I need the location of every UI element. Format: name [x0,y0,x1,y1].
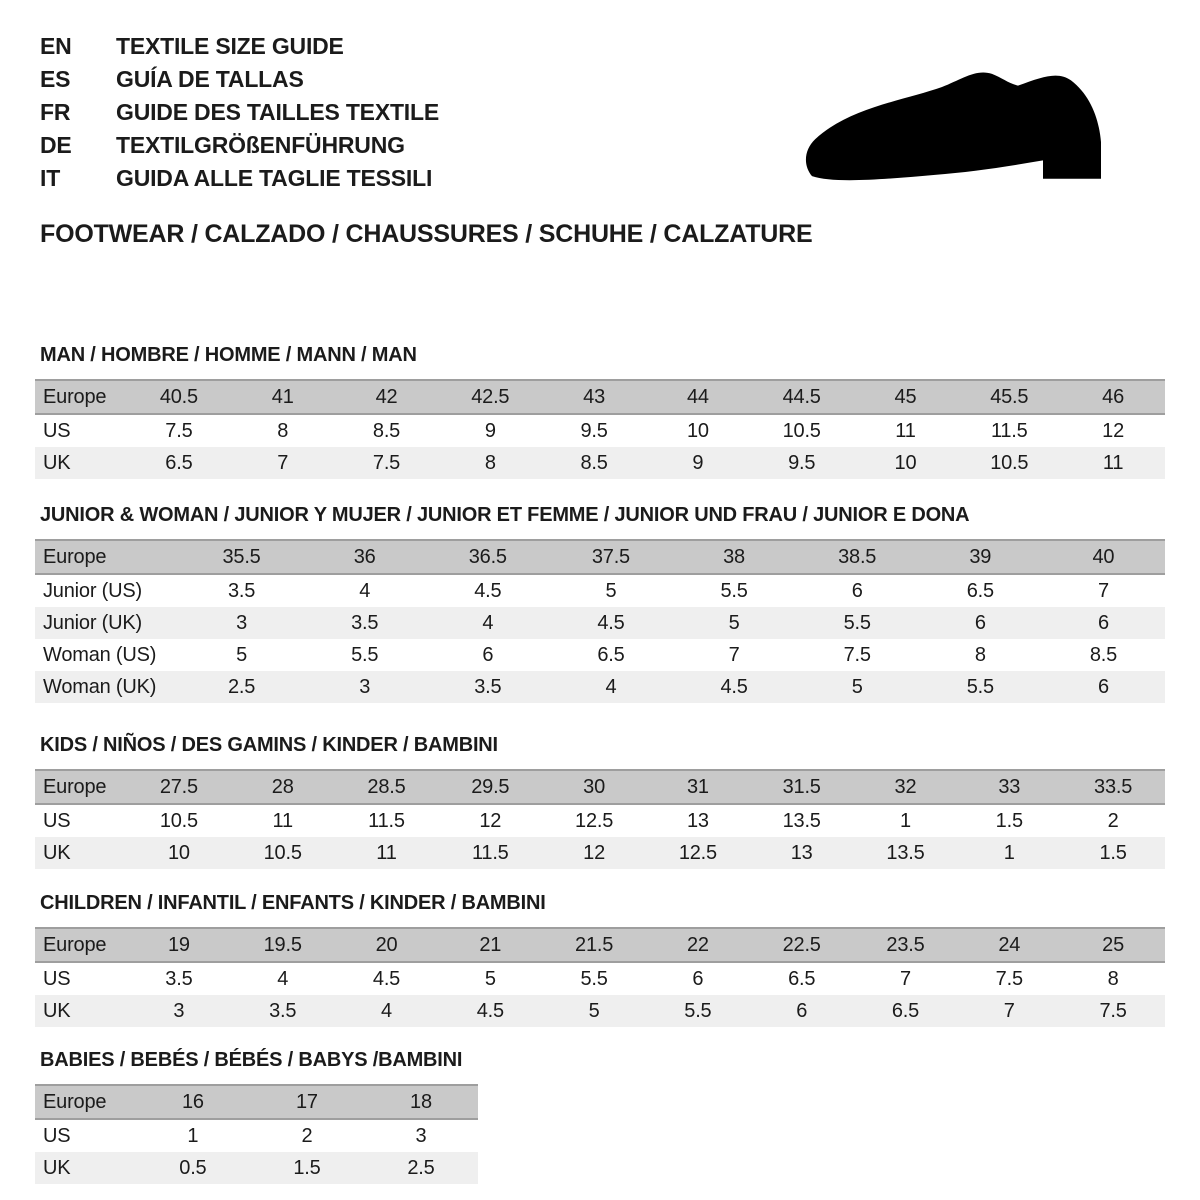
size-cell: 9.5 [750,447,854,479]
size-cell: 12.5 [575,809,614,832]
size-cell: 5.5 [580,967,608,990]
size-cell: 41 [231,380,335,414]
table-row [35,380,1165,414]
size-cell: 3.5 [303,607,426,639]
size-cell: 6 [851,579,863,602]
table-row [35,414,1165,447]
size-cell: 8.5 [372,419,401,442]
size-cell: 7 [957,995,1061,1027]
size-cell: 44 [646,380,750,414]
size-cell: 13.5 [782,809,821,832]
size-cell: 4 [277,967,289,990]
size-cell: 27.5 [127,770,231,804]
size-cell: 11.5 [438,837,542,869]
size-cell: 5.5 [646,995,750,1027]
language-label: GUIDE DES TAILLES TEXTILE [116,99,439,125]
size-cell: 22 [646,928,750,962]
size-cell: 5.5 [351,643,379,666]
row-label: Woman (US) [43,643,157,666]
size-cell: 5.5 [919,671,1042,703]
size-cell: 36 [303,540,426,574]
size-cell: 7.5 [843,643,871,666]
size-cell: 10.5 [231,837,335,869]
size-cell: 28 [231,770,335,804]
size-cell: 6 [919,607,1042,639]
size-cell: 5 [236,643,248,666]
size-cell: 44.5 [750,380,854,414]
section-title: JUNIOR & WOMAN / JUNIOR Y MUJER / JUNIOR ET FEMME / JUNIOR UND FRAU / JUNIOR E DONA [40,504,970,526]
row-label: Junior (US) [43,579,142,602]
size-table [35,769,1165,869]
size-cell: 45 [854,380,958,414]
size-cell: 28.5 [335,770,439,804]
size-cell: 39 [919,540,1042,574]
dress-shoe-silhouette-icon [800,66,1145,184]
size-cell: 12 [479,809,502,832]
size-cell: 4.5 [474,579,502,602]
table-row [35,837,1165,869]
size-cell: 9.5 [580,419,608,442]
size-cell: 5.5 [796,607,919,639]
size-cell: 1.5 [1061,837,1165,869]
row-label: Europe [35,928,127,962]
size-cell: 9 [646,447,750,479]
size-cell: 1 [900,809,911,832]
size-cell: 6 [692,967,704,990]
size-cell: 37.5 [549,540,672,574]
size-cell: 3.5 [227,579,256,602]
language-row [40,129,439,162]
size-cell: 7 [900,967,911,990]
size-cell: 21.5 [542,928,646,962]
size-cell: 2 [1107,809,1119,832]
section-title: CHILDREN / INFANTIL / ENFANTS / KINDER / BAMBINI [40,892,546,914]
size-cell: 30 [542,770,646,804]
table-row [35,1152,478,1184]
size-cell: 29.5 [438,770,542,804]
size-cell: 20 [335,928,439,962]
size-cell: 10 [854,447,958,479]
size-cell: 8.5 [542,447,646,479]
size-cell: 22.5 [750,928,854,962]
table-row [35,607,1165,639]
size-cell: 42 [335,380,439,414]
language-code: IT [40,165,61,191]
size-cell: 5.5 [720,579,748,602]
size-cell: 6 [482,643,494,666]
size-cell: 6.5 [127,447,231,479]
size-cell: 3 [303,671,426,703]
size-cell: 13 [750,837,854,869]
row-label: US [43,1124,71,1147]
size-cell: 13.5 [854,837,958,869]
size-cell: 19.5 [231,928,335,962]
row-label: UK [35,995,127,1027]
table-row [35,639,1165,671]
language-row [40,30,439,63]
size-cell: 3 [415,1124,427,1147]
size-cell: 1.5 [250,1152,364,1184]
size-cell: 32 [854,770,958,804]
language-label: TEXTILE SIZE GUIDE [116,33,344,59]
size-cell: 1.5 [995,809,1023,832]
size-cell: 38.5 [796,540,919,574]
table-row [35,770,1165,804]
size-cell: 40.5 [127,380,231,414]
size-cell: 10.5 [159,809,198,832]
size-cell: 19 [127,928,231,962]
size-cell: 25 [1061,928,1165,962]
size-cell: 2 [301,1124,313,1147]
size-cell: 12 [542,837,646,869]
size-cell: 31 [646,770,750,804]
size-cell: 42.5 [438,380,542,414]
size-cell: 8.5 [1089,643,1118,666]
size-cell: 6.5 [966,579,994,602]
size-cell: 38 [673,540,796,574]
size-cell: 5 [484,967,496,990]
size-cell: 3.5 [165,967,193,990]
size-table [35,927,1165,1027]
table-row [35,447,1165,479]
size-cell: 11.5 [368,809,405,832]
language-code: EN [40,33,72,59]
size-cell: 21 [438,928,542,962]
size-cell: 43 [542,380,646,414]
size-cell: 13 [686,809,709,832]
size-cell: 9 [484,419,496,442]
language-code: FR [40,99,71,125]
size-cell: 0.5 [136,1152,250,1184]
row-label: Europe [35,1085,136,1119]
size-cell: 11 [335,837,439,869]
size-cell: 3 [180,607,303,639]
table-row [35,804,1165,837]
size-table [35,1084,478,1184]
size-cell: 2.5 [364,1152,478,1184]
section-title: MAN / HOMBRE / HOMME / MANN / MAN [40,344,417,366]
size-cell: 4 [549,671,672,703]
row-label: Junior (UK) [35,607,180,639]
size-section-kids [35,733,1165,869]
size-cell: 36.5 [426,540,549,574]
language-label: GUIDA ALLE TAGLIE TESSILI [116,165,433,191]
row-label: US [43,419,71,442]
size-section-junior_woman [35,503,1165,703]
size-cell: 2.5 [180,671,303,703]
row-label: UK [35,447,127,479]
size-cell: 5 [673,607,796,639]
size-cell: 4.5 [438,995,542,1027]
size-cell: 10 [127,837,231,869]
size-cell: 31.5 [750,770,854,804]
size-cell: 16 [136,1085,250,1119]
size-cell: 40 [1042,540,1165,574]
size-section-children [35,891,1165,1027]
table-row [35,574,1165,607]
size-cell: 1 [187,1124,199,1147]
row-label: Woman (UK) [35,671,180,703]
row-label: Europe [35,540,180,574]
language-label: TEXTILGRÖßENFÜHRUNG [116,132,405,158]
size-cell: 24 [957,928,1061,962]
size-table [35,539,1165,703]
size-cell: 7 [1097,579,1109,602]
row-label: UK [35,1152,136,1184]
size-cell: 8 [974,643,986,666]
size-cell: 3 [127,995,231,1027]
category-heading: FOOTWEAR / CALZADO / CHAUSSURES / SCHUHE / CALZATURE [40,220,813,248]
size-cell: 11 [895,419,916,442]
size-cell: 4.5 [549,607,672,639]
table-row [35,1085,478,1119]
size-cell: 4 [426,607,549,639]
row-label: Europe [35,770,127,804]
table-row [35,1119,478,1152]
size-cell: 6 [1042,671,1165,703]
size-cell: 8 [438,447,542,479]
size-cell: 6.5 [788,967,816,990]
size-cell: 3.5 [231,995,335,1027]
size-cell: 4.5 [673,671,796,703]
size-cell: 7.5 [165,419,193,442]
size-cell: 6.5 [854,995,958,1027]
language-code: DE [40,132,72,158]
table-row [35,962,1165,995]
language-row [40,96,439,129]
table-row [35,540,1165,574]
size-cell: 4 [359,579,371,602]
size-cell: 7.5 [995,967,1023,990]
size-cell: 11 [1061,447,1165,479]
size-cell: 5 [605,579,617,602]
size-cell: 6 [1042,607,1165,639]
language-label: GUÍA DE TALLAS [116,66,304,92]
row-label: UK [35,837,127,869]
language-row [40,162,439,195]
language-list [40,30,439,195]
table-row [35,671,1165,703]
size-cell: 46 [1061,380,1165,414]
row-label: US [43,809,71,832]
size-table [35,379,1165,479]
size-cell: 18 [364,1085,478,1119]
size-cell: 11 [272,809,293,832]
size-cell: 33.5 [1061,770,1165,804]
size-cell: 4.5 [372,967,401,990]
size-section-man [35,343,1165,479]
section-title: BABIES / BEBÉS / BÉBÉS / BABYS /BAMBINI [40,1049,463,1071]
table-row [35,995,1165,1027]
size-cell: 10 [686,419,709,442]
size-cell: 7 [231,447,335,479]
language-code: ES [40,66,71,92]
size-cell: 45.5 [957,380,1061,414]
size-cell: 6 [750,995,854,1027]
size-cell: 7 [728,643,740,666]
row-label: Europe [35,380,127,414]
size-cell: 7.5 [1061,995,1165,1027]
language-row [40,63,439,96]
size-cell: 5 [542,995,646,1027]
size-cell: 10.5 [957,447,1061,479]
size-cell: 8 [277,419,289,442]
size-cell: 5 [796,671,919,703]
size-section-babies [35,1048,1165,1184]
size-cell: 3.5 [426,671,549,703]
size-cell: 10.5 [782,419,821,442]
size-cell: 12.5 [646,837,750,869]
size-cell: 23.5 [854,928,958,962]
size-cell: 17 [250,1085,364,1119]
size-cell: 33 [957,770,1061,804]
size-cell: 7.5 [335,447,439,479]
section-title: KIDS / NIÑOS / DES GAMINS / KINDER / BAMBINI [40,734,498,756]
size-cell: 6.5 [597,643,625,666]
size-cell: 1 [957,837,1061,869]
size-cell: 12 [1102,419,1125,442]
size-cell: 4 [335,995,439,1027]
table-row [35,928,1165,962]
size-cell: 35.5 [180,540,303,574]
size-cell: 8 [1107,967,1119,990]
size-cell: 11.5 [990,419,1028,442]
row-label: US [43,967,71,990]
